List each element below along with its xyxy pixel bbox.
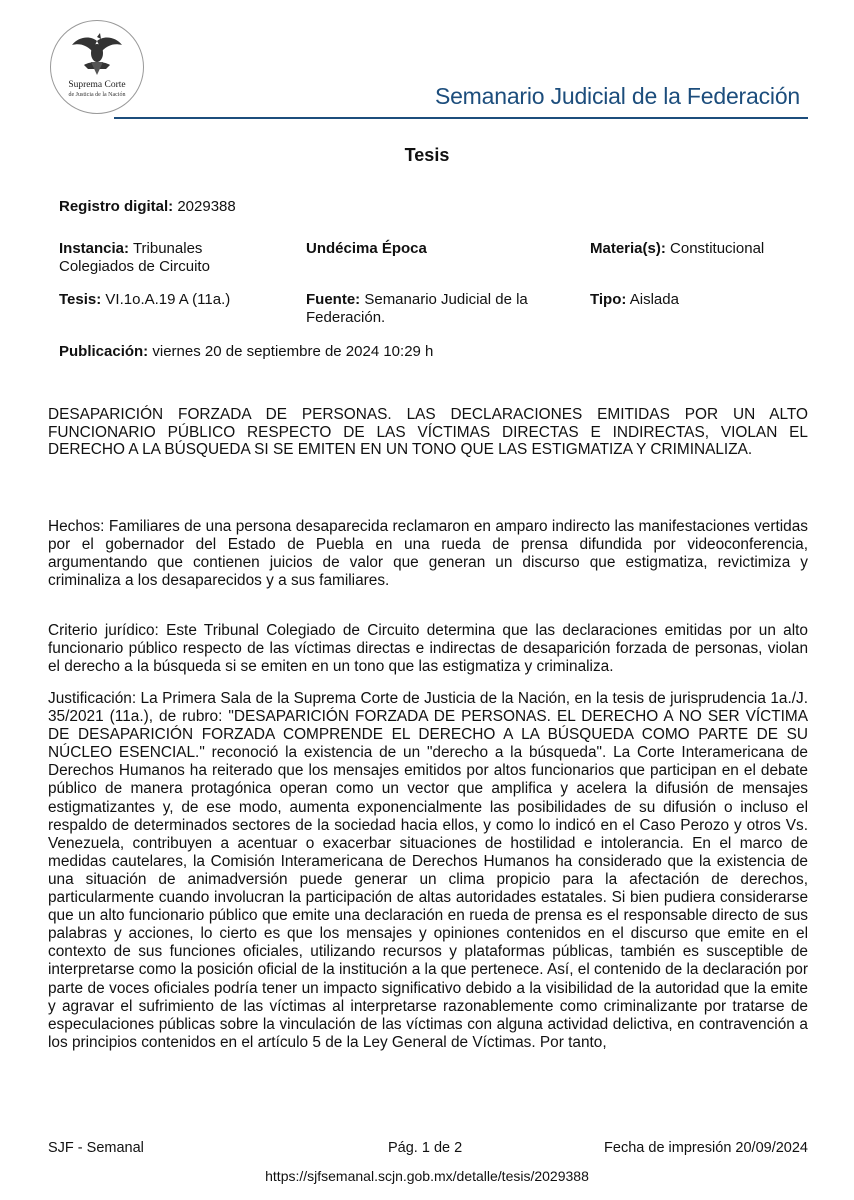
materia-label: Materia(s): <box>590 240 666 257</box>
document-url-link[interactable]: https://sjfsemanal.scjn.gob.mx/detalle/tesis/2029388 <box>265 1168 589 1184</box>
logo-text-line2: de Justicia de la Nación <box>68 92 126 98</box>
scjn-logo <box>50 20 144 114</box>
instancia-value-line1: Tribunales <box>132 240 203 257</box>
tipo-label: Tipo: <box>590 291 627 308</box>
fuente-label: Fuente: <box>306 291 361 308</box>
tipo <box>590 291 679 309</box>
logo-text-line1: Suprema Corte <box>68 80 126 90</box>
instancia-label: Instancia: <box>59 240 130 257</box>
tesis-number <box>59 291 230 309</box>
justificacion-paragraph: Justificación: La Primera Sala de la Suprema Corte de Justicia de la Nación, en la tesis de jurisprudencia 1a./J. 35/2021 (11a.), de rubro: "DESAPARICIÓN FORZADA DE PERSONAS. EL DERECHO A NO SER VÍCTIMA DE DESAPARICIÓN FORZADA COMPRENDE EL DERECHO A LA BÚSQUEDA COMO PARTE DE SU NÚCLEO ESENCIAL." reconoció la existencia de un "derecho a la búsqueda". La Corte Interamericana de Derechos Humanos ha reiterado que los mensajes emitidos por altos funcionarios que participan en el debate público de manera protagónica operan como un vector que amplifica y acelera la difusión de mensajes estigmatizantes y, de ese modo, aumenta exponencialmente las posibilidades de su difusión o incluso el respaldo de determinados sectores de la sociedad hacia ellos, y como lo indicó en el Caso Perozo y otros Vs. Venezuela, contribuyen a acentuar o exacerbar situaciones de hostilidad e intolerancia. En el marco de medidas cautelares, la Comisión Interamericana de Derechos Humanos ha considerado que la existencia de una situación de animadversión puede generar un clima propicio para la afectación de derechos, particularmente cuando involucran la participación de altas autoridades estatales. Si bien pudiera considerarse que un alto funcionario público que emite una declaración en rueda de prensa es el responsable directo de sus palabras y acciones, lo cierto es que los mensajes y opiniones contenidos en el discurso que emite en el contexto de sus funciones oficiales, utilizando recursos y plataformas públicas, también es susceptible de interpretarse como la posición oficial de la institución a la que pertenece. Así, el contenido de la declaración por parte de voces oficiales podría tener un impacto significativo debido a la visibilidad de la autoridad que la emite y agravar el sufrimiento de las víctimas al interpretarse razonablemente como criminalizante por tratarse de especulaciones públicas sobre la vinculación de las víctimas con alguna actividad delictiva, en contravención a los principios contenidos en el artículo 5 de la Ley General de Víctimas. Por tanto, <box>48 690 808 1051</box>
eagle-emblem-icon <box>70 31 124 79</box>
header-divider <box>114 117 808 119</box>
page-header <box>0 0 854 125</box>
hechos-paragraph: Hechos: Familiares de una persona desaparecida reclamaron en amparo indirecto las manifestaciones vertidas por el gobernador del Estado de Puebla en una rueda de prensa difundida por videoconferencia, argumentando que contienen juicios de valor que generan un discurso que estigmatiza, revictimiza y criminaliza a los desaparecidos y a sus familiares. <box>48 518 808 590</box>
epoca <box>306 240 427 258</box>
publicacion-label: Publicación: <box>59 343 149 360</box>
publicacion-value: viernes 20 de septiembre de 2024 10:29 h <box>152 343 434 360</box>
footer-left: SJF - Semanal <box>48 1140 144 1156</box>
fuente-value-line1: Semanario Judicial de la <box>364 291 528 308</box>
registro-label: Registro digital: <box>59 198 174 215</box>
site-title: Semanario Judicial de la Federación <box>434 83 800 109</box>
fuente <box>306 291 576 327</box>
tesis-value: VI.1o.A.19 A (11a.) <box>105 291 231 308</box>
epoca-value: Undécima Época <box>306 240 427 257</box>
publicacion <box>59 343 433 361</box>
instancia <box>59 240 299 276</box>
registro-digital <box>59 198 236 216</box>
materia-value: Constitucional <box>670 240 765 257</box>
tesis-label: Tesis: <box>59 291 102 308</box>
fuente-value-line2: Federación. <box>306 309 386 326</box>
criterio-paragraph: Criterio jurídico: Este Tribunal Colegiado de Circuito determina que las declaraciones emitidas por un alto funcionario público respecto de las víctimas directas e indirectas de desaparición forzada de personas, violan el derecho a la búsqueda si se emiten en un tono que las estigmatiza y criminaliza. <box>48 622 808 676</box>
tesis-rubro: DESAPARICIÓN FORZADA DE PERSONAS. LAS DECLARACIONES EMITIDAS POR UN ALTO FUNCIONARIO PÚBLICO RESPECTO DE LAS VÍCTIMAS DIRECTAS E INDIRECTAS, VIOLAN EL DERECHO A LA BÚSQUEDA SI SE EMITEN EN UN TONO QUE LAS ESTIGMATIZA Y CRIMINALIZA. <box>48 406 808 458</box>
materia <box>590 240 764 258</box>
tipo-value: Aislada <box>629 291 679 308</box>
print-date: Fecha de impresión 20/09/2024 <box>604 1140 808 1156</box>
page-number: Pág. 1 de 2 <box>388 1140 463 1156</box>
registro-value: 2029388 <box>177 198 236 215</box>
document-title: Tesis <box>404 145 450 165</box>
instancia-value-line2: Colegiados de Circuito <box>59 258 210 275</box>
